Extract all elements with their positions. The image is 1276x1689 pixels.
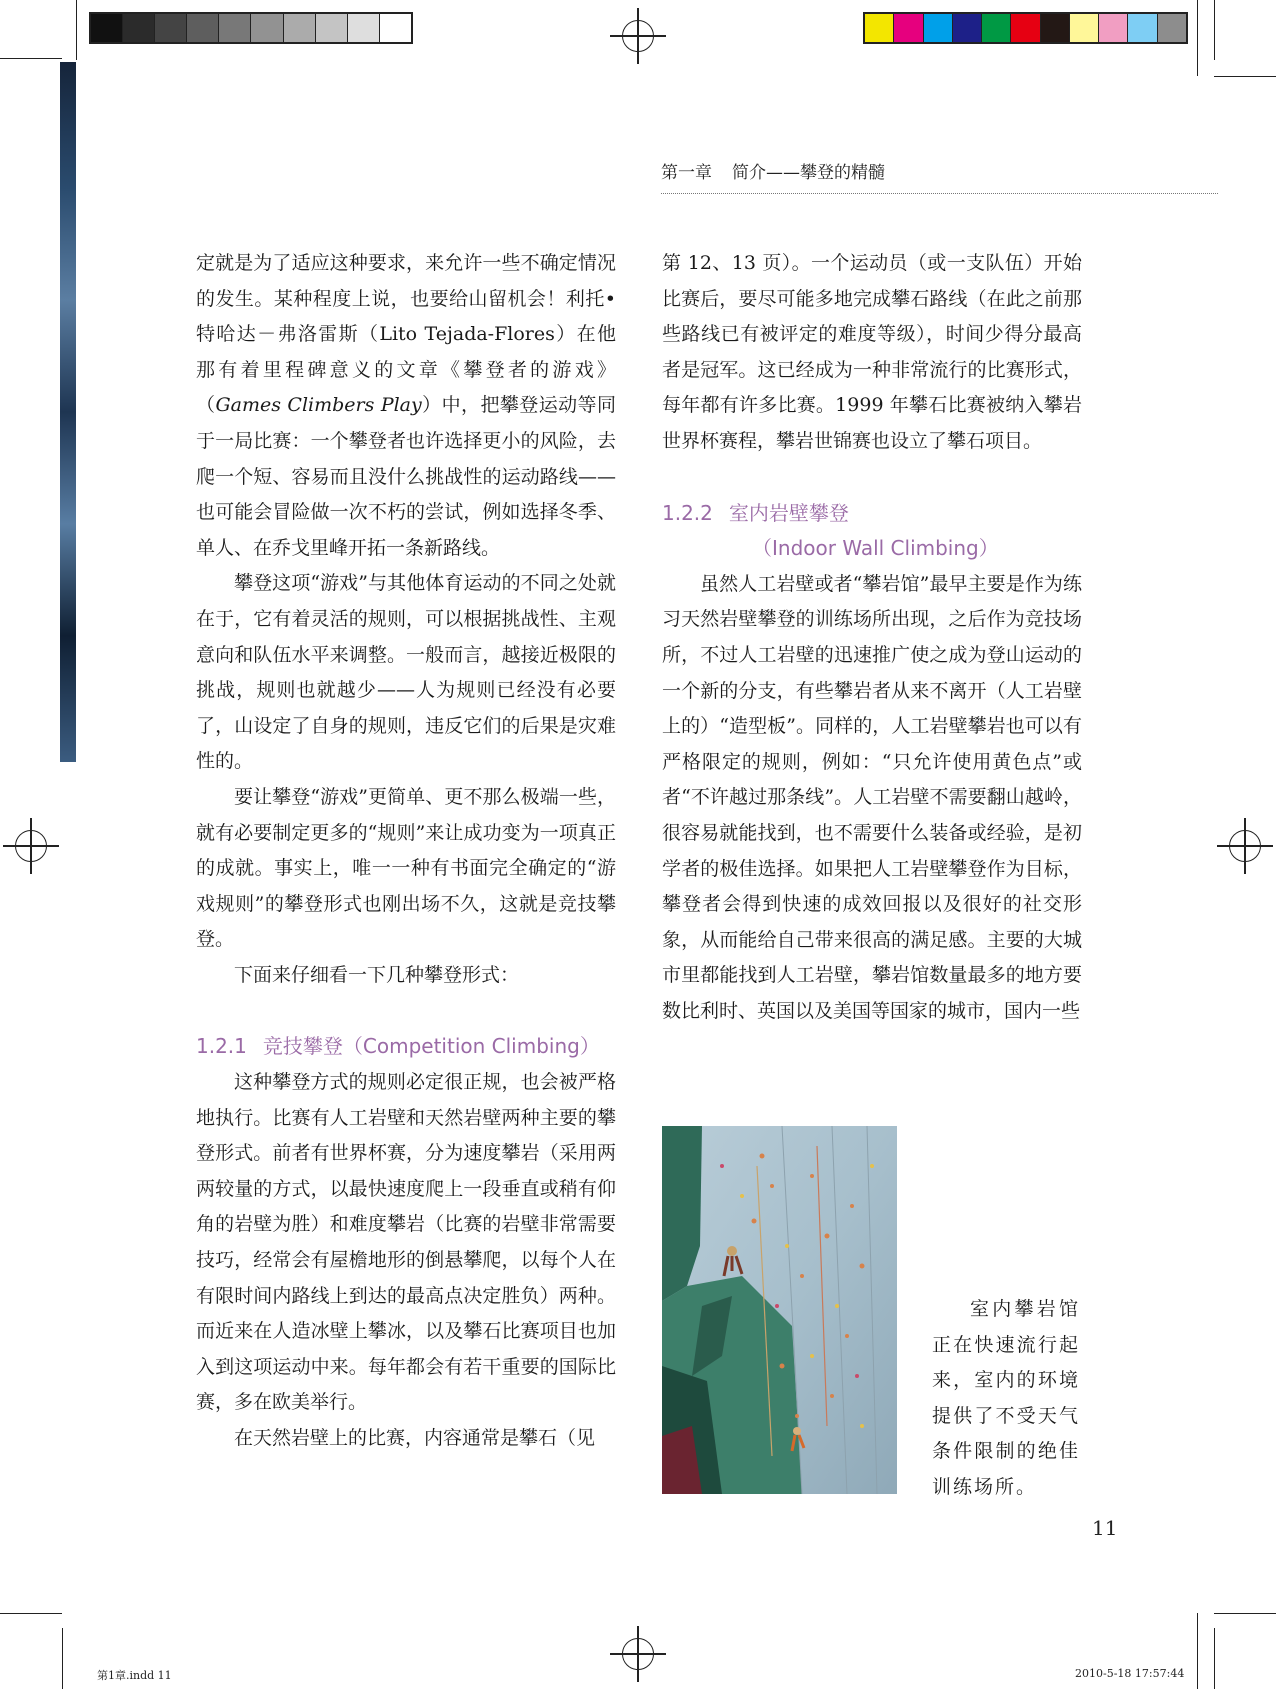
slug-filename: 第1章.indd 11 (97, 1669, 172, 1682)
slug-timestamp: 2010-5-18 17:57:44 (1075, 1667, 1185, 1680)
color-swatch (1128, 14, 1157, 42)
registration-mark-left (11, 826, 51, 866)
right-column (662, 246, 1082, 1029)
chapter-label: 第一章 (661, 163, 712, 183)
caption-line: 提供了不受天气 (932, 1404, 1080, 1427)
chapter-title: 简介——攀登的精髓 (732, 163, 885, 183)
crop-mark (62, 1628, 63, 1689)
paragraph: 在天然岩壁上的比赛，内容通常是攀石（见 (234, 1427, 596, 1449)
section-subtitle-1-2-2: （Indoor Wall Climbing） (752, 536, 999, 561)
color-calibration-strip (863, 12, 1188, 44)
crop-mark (1214, 1628, 1215, 1689)
crop-mark (0, 1613, 62, 1614)
crop-mark (1214, 1613, 1276, 1614)
crop-mark (1214, 0, 1215, 60)
gray-swatch (316, 14, 348, 42)
gray-swatch (219, 14, 251, 42)
italic-title: Games Climbers Play (215, 394, 422, 417)
crop-mark (1214, 76, 1276, 77)
gray-swatch (251, 14, 283, 42)
paragraph: 定就是为了适应这种要求，来允许一些不确定情况的发生。某种程度上说，也要给山留机会！利托•特哈达－弗洛雷斯（Lito Tejada-Flores）在他那有着里程碑意义的文章《攀登者的游戏》（Games Climbers Play）中，把攀登运动等同于一局比赛：一个攀登者也许选择更小的风险，去爬一个短、容易而且没什么挑战性的运动路线——也可能会冒险做一次不朽的尝试，例如选择冬季、单人、在乔戈里峰开拓一条新路线。 (196, 252, 616, 559)
crop-mark (76, 0, 77, 60)
paragraph: 要让攀登“游戏”更简单、更不那么极端一些，就有必要制定更多的“规则”来让成功变为一项真正的成就。事实上，唯一一种有书面完全确定的“游戏规则”的攀登形式也刚出场不久，这就是竞技攀登。 (196, 785, 616, 951)
registration-mark-top (618, 16, 658, 56)
crop-mark (0, 58, 62, 59)
section-heading-1-2-1: 1.2.1 竞技攀登（Competition Climbing） (196, 1034, 600, 1059)
running-header (661, 158, 1218, 194)
gray-swatch (123, 14, 155, 42)
registration-mark-right (1225, 826, 1265, 866)
registration-mark-bottom (618, 1634, 658, 1674)
caption-line: 条件限制的绝佳 (932, 1440, 1080, 1463)
color-swatch (924, 14, 953, 42)
gray-swatch (380, 14, 411, 42)
caption-line: 训练场所。 (932, 1475, 1038, 1498)
color-swatch (1011, 14, 1040, 42)
color-swatch (1099, 14, 1128, 42)
indoor-climbing-wall-photo (662, 1126, 897, 1494)
page-number: 11 (1092, 1516, 1118, 1540)
color-swatch (1041, 14, 1070, 42)
gray-swatch (284, 14, 316, 42)
gray-swatch (155, 14, 187, 42)
bleed-photo-edge (60, 62, 76, 762)
paragraph: 下面来仔细看一下几种攀登形式： (234, 963, 520, 986)
color-swatch (1158, 14, 1186, 42)
caption-line: 正在快速流行起 (932, 1333, 1080, 1356)
color-swatch (953, 14, 982, 42)
caption-line: 来，室内的环境 (932, 1369, 1080, 1392)
paragraph: 这种攀登方式的规则必定很正规，也会被严格地执行。比赛有人工岩壁和天然岩壁两种主要的攀登形式。前者有世界杯赛，分为速度攀岩（采用两两较量的方式，以最快速度爬上一段垂直或稍有仰角的岩壁为胜）和难度攀岩（比赛的岩壁非常需要技巧，经常会有屋檐地形的倒悬攀爬，以每个人在有限时间内路线上到达的最高点决定胜负）两种。而近来在人造冰壁上攀冰，以及攀石比赛项目也加入到这项运动中来。每年都会有若干重要的国际比赛，多在欧美举行。 (196, 1071, 616, 1414)
color-swatch (1070, 14, 1099, 42)
paragraph: 虽然人工岩壁或者“攀岩馆”最早主要是作为练习天然岩壁攀登的训练场所出现，之后作为竞技场所，不过人工岩壁的迅速推广使之成为登山运动的一个新的分支，有些攀岩者从来不离开（人工岩壁上的）“造型板”。同样的，人工岩壁攀岩也可以有严格限定的规则，例如：“只允许使用黄色点”或者“不许越过那条线”。人工岩壁不需要翻山越岭，很容易就能找到，也不需要什么装备或经验，是初学者的极佳选择。如果把人工岩壁攀登作为目标，攀登者会得到快速的成效回报以及很好的社交形象，从而能给自己带来很高的满足感。主要的大城市里都能找到人工岩壁，攀岩馆数量最多的地方要数比利时、英国以及美国等国家的城市，国内一些 (662, 572, 1082, 1022)
section-heading-1-2-2: 1.2.2 室内岩壁攀登 (662, 500, 849, 525)
color-swatch (982, 14, 1011, 42)
paragraph: 攀登这项“游戏”与其他体育运动的不同之处就在于，它有着灵活的规则，可以根据挑战性、主观意向和队伍水平来调整。一般而言，越接近极限的挑战，规则也就越少——人为规则已经没有必要了，山设定了自身的规则，违反它们的后果是灾难性的。 (196, 572, 616, 773)
crop-mark (1197, 1613, 1198, 1689)
crop-mark (1197, 0, 1198, 76)
caption-line: 室内攀岩馆 (970, 1298, 1080, 1320)
left-column (196, 246, 616, 1457)
color-swatch (894, 14, 923, 42)
gray-calibration-strip (89, 12, 413, 44)
figure-caption (932, 1292, 1080, 1506)
paragraph: 第 12、13 页）。一个运动员（或一支队伍）开始比赛后，要尽可能多地完成攀石路线（在此之前那些路线已有被评定的难度等级），时间少得分最高者是冠军。这已经成为一种非常流行的比赛形式，每年都有许多比赛。1999 年攀石比赛被纳入攀岩世界杯赛程，攀岩世锦赛也设立了攀石项目。 (662, 252, 1082, 452)
color-swatch (865, 14, 894, 42)
gray-swatch (91, 14, 123, 42)
gray-swatch (348, 14, 380, 42)
gray-swatch (187, 14, 219, 42)
